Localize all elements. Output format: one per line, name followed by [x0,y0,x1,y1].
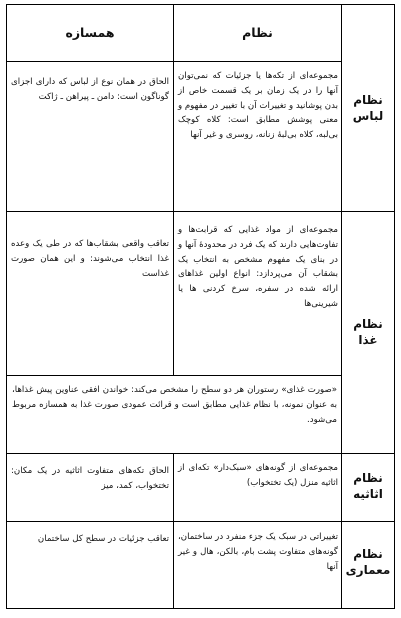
row-divider-header [6,61,342,62]
table-border-left [6,4,7,609]
cell-food-system: مجموعه‌ای از مواد غذایی که قرابت‌ها و تفاوت‌هایی دارند که یک فرد در محدودهٔ آنها و در بنای یک مفهوم مشخص به انتخاب یک بشقاب آن می‌پردازد: انواع اولین غذاهای ارائه شده در سفره، سرخ کردنی ها یا شیرینی‌ها [178,225,338,309]
cell-furniture-system: مجموعه‌ای از گونه‌های «سبک‌دار» تکه‌ای از اثاثیه منزل (یک تختخواب) [178,463,338,488]
header-syntagm: همسازه [65,25,115,40]
cell-architecture-syntagm: تعاقب جزئیات در سطح کل ساختمان [37,534,169,544]
row-divider-clothing [6,211,395,212]
cell-architecture-system: تغییراتی در سبک یک جزء منفرد در ساختمان، گونه‌های متفاوت پشت بام، بالکن، هال و غیر آنها [178,532,338,572]
cell-food-syntagm: تعاقب واقعی بشقاب‌ها که در طی یک وعده غذا انتخاب می‌شوند: و این همان صورت غذاست [11,239,169,279]
table-border-top [6,4,395,5]
row-divider-furniture [6,521,395,522]
cell-clothing-syntagm: الحاق در همان نوع از لباس که دارای اجزای گوناگون است: دامن ـ پیراهن ـ ژاکت [11,77,169,102]
header-system: نظام [242,25,273,40]
row-label-architecture: نظام معماری [345,547,391,578]
row-divider-food [6,453,395,454]
row-divider-note [6,375,342,376]
cell-clothing-system: مجموعه‌ای از تکه‌ها یا جزئیات که نمی‌توان آنها را در یک زمان بر یک قسمت خاص از بدن پوشانید و تغییرات آن با تغییر در مفهوم و معنی پوشش مطابق است: کلاه کوچک بی‌لبه، کلاه بی‌لبهٔ زنانه، روسری و غیر آنها [177,71,338,141]
column-divider-lower [173,453,174,609]
column-divider-upper [173,4,174,375]
table-border-bottom [6,608,395,609]
row-label-furniture: نظام اثاثیه [353,471,383,502]
table-border-right [394,4,395,609]
cell-furniture-syntagm: الحاق تکه‌های متفاوت اثاثیه در یک مکان: تختخواب، کمد، میز [11,466,169,491]
row-label-food: نظام غذا [353,317,383,348]
row-label-clothing: نظام لباس [352,93,384,124]
cell-food-note: «صورت غذای» رستوران هر دو سطح را مشخص می‌کند: خواندن افقی عناوین پیش غذاها، به عنوان نمونه، با نظام غذایی مطابق است و قرائت عمودی صورت غذا به همسازه مربوط می‌شود. [12,385,337,425]
